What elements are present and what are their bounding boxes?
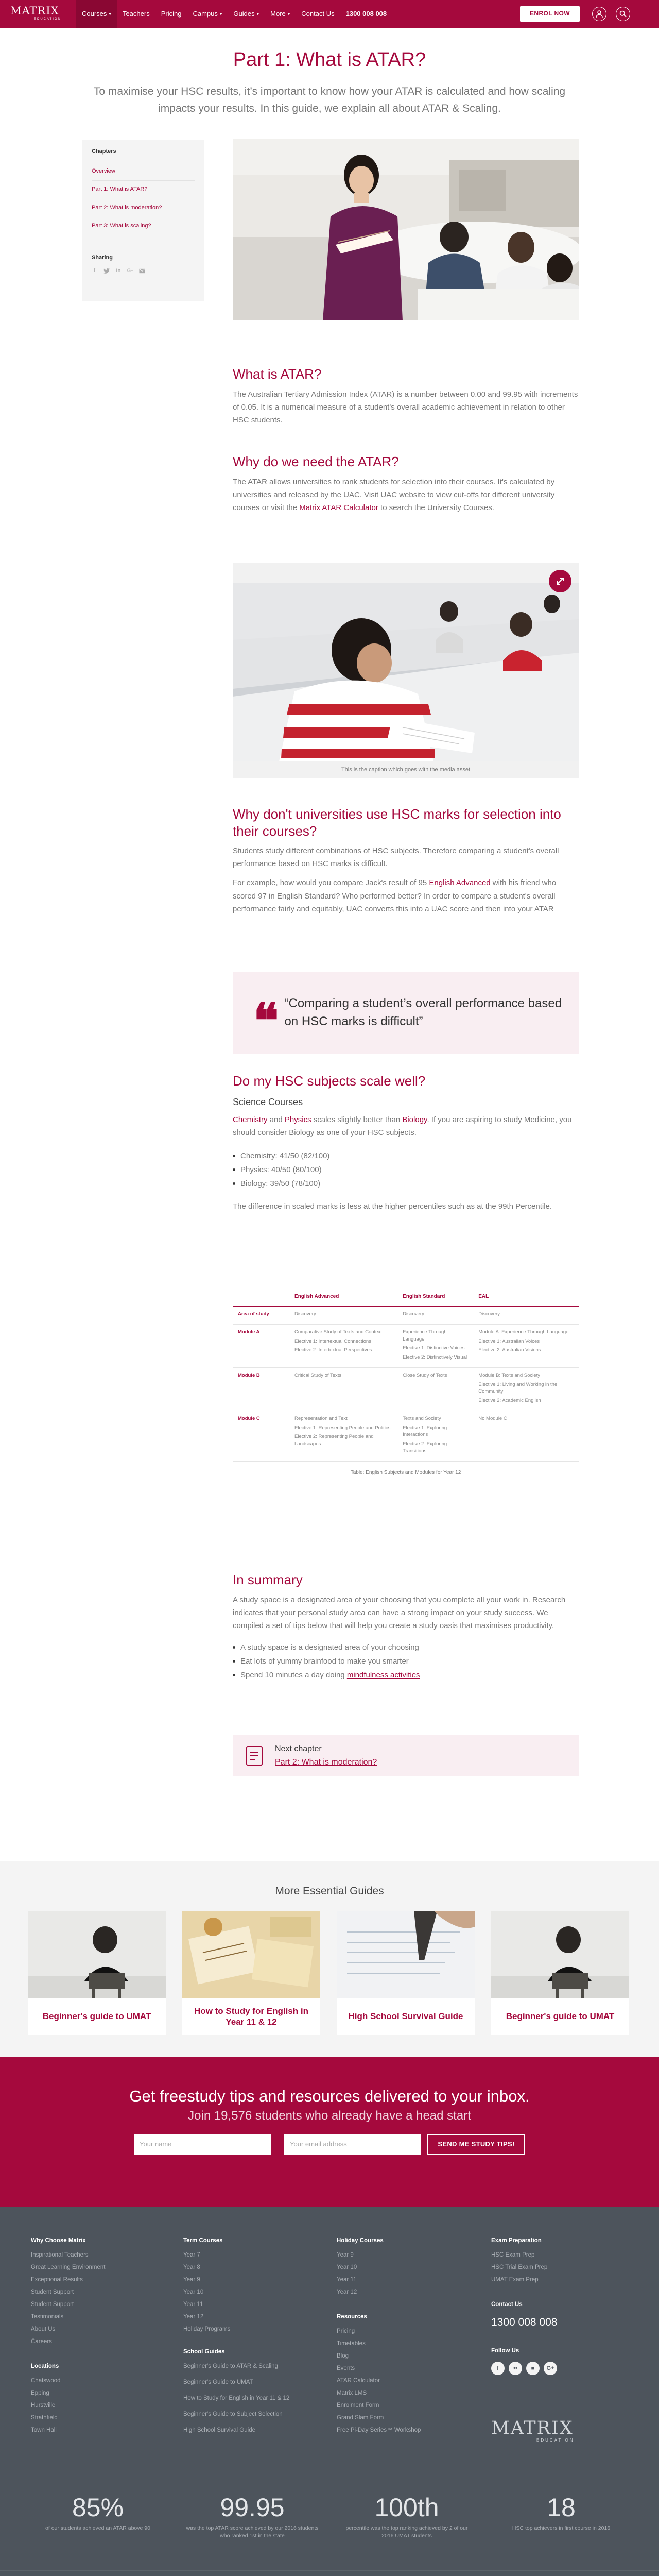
chapters-heading: Chapters xyxy=(92,148,116,155)
footer-heading: Resources xyxy=(337,2314,367,2320)
cell-line: Elective 2: Representing People and Landscapes xyxy=(294,1434,374,1447)
guides-heading: More Essential Guides xyxy=(275,1885,384,1897)
footer-link[interactable]: Events xyxy=(337,2365,355,2372)
physics-link[interactable]: Physics xyxy=(284,1115,311,1125)
footer-list xyxy=(183,2361,312,2437)
table-caption: Table: English Subjects and Modules for Year 12 xyxy=(350,1469,461,1476)
stat-block xyxy=(185,2495,319,2539)
cell-line: Elective 2: Exploring Transitions xyxy=(403,1441,447,1454)
column-header: EAL xyxy=(473,1288,579,1306)
footer-heading: Follow Us xyxy=(491,2348,519,2354)
footer-link[interactable]: Beginner's Guide to Subject Selection xyxy=(183,2411,283,2417)
cell-line: Discovery xyxy=(294,1311,316,1317)
footer-heading: School Guides xyxy=(183,2348,225,2355)
footer-link[interactable]: Inspirational Teachers xyxy=(31,2252,89,2259)
name-input[interactable]: Your name xyxy=(134,2134,271,2155)
cell-line: Critical Study of Texts xyxy=(294,1372,342,1378)
mindfulness-link[interactable]: mindfulness activities xyxy=(346,1671,420,1680)
atar-calculator-link[interactable]: Matrix ATAR Calculator xyxy=(299,503,378,512)
cell-line: Discovery xyxy=(478,1311,500,1317)
footer-link[interactable]: UMAT Exam Prep xyxy=(491,2277,539,2283)
column-header: English Advanced xyxy=(289,1288,397,1306)
chapter-link-part2[interactable]: Part 2: What is moderation? xyxy=(92,199,195,217)
send-study-tips-button[interactable]: SEND ME STUDY TIPS! xyxy=(427,2134,525,2155)
footer-link[interactable]: HSC Trial Exam Prep xyxy=(491,2264,548,2271)
footer-link[interactable]: Year 9 xyxy=(183,2277,200,2283)
guide-image xyxy=(28,1911,166,1998)
footer-col-why xyxy=(31,2236,160,2437)
section-why-not-hsc xyxy=(233,806,579,916)
footer-col-exam xyxy=(491,2236,620,2375)
email-input[interactable]: Your email address xyxy=(284,2134,421,2155)
facebook-icon[interactable]: f xyxy=(491,2362,505,2375)
cell-line: Module B: Texts and Society xyxy=(478,1372,540,1378)
chapters-sidebar xyxy=(82,140,204,301)
row-header: Area of study xyxy=(233,1306,289,1324)
nav-campus[interactable] xyxy=(187,0,228,28)
cell-line: Module A: Experience Through Language xyxy=(478,1329,569,1335)
section-heading: Do my HSC subjects scale well? xyxy=(233,1073,426,1089)
list-item-text xyxy=(240,1668,420,1682)
more-guides-section xyxy=(0,1861,659,2057)
nav-courses[interactable] xyxy=(76,0,117,28)
nav-campus-label: Campus xyxy=(193,9,218,18)
cell-line: Close Study of Texts xyxy=(403,1372,447,1378)
quote-text: “Comparing a student’s overall performance based on HSC marks is difficult” xyxy=(284,996,562,1028)
footer-link[interactable]: Matrix LMS xyxy=(337,2389,367,2396)
chevron-down-icon: ▾ xyxy=(256,11,259,16)
bullet-dot xyxy=(233,1168,235,1171)
chemistry-link[interactable]: Chemistry xyxy=(233,1115,268,1125)
chevron-down-icon: ▾ xyxy=(287,11,290,16)
footer-link[interactable]: Careers xyxy=(31,2338,52,2345)
footer-logo[interactable] xyxy=(491,2419,575,2444)
page-lead: To maximise your HSC results, it’s important to know how your ATAR is calculated and how scaling impacts your results. In this guide, we explain all about ATAR & Scaling. xyxy=(93,86,566,114)
cell-line: Elective 1: Intertextual Connections xyxy=(294,1338,371,1344)
text-run: The ATAR allows universities to rank students for selection into their courses. It's calculated by universities and released by the UAC. Visit UAC website to view cut-offs for different university courses or visit the xyxy=(233,477,555,512)
footer-link[interactable]: Blog xyxy=(337,2353,349,2360)
chapter-link-overview[interactable]: Overview xyxy=(92,167,115,174)
biology-link[interactable]: Biology xyxy=(402,1115,427,1125)
text-run: . If you are aspiring to study Medicine, you should consider Biology as one of your HSC subjects. xyxy=(233,1115,572,1138)
table-cell xyxy=(397,1367,473,1411)
section-why-atar xyxy=(233,453,579,514)
footer-link[interactable]: Holiday Programs xyxy=(183,2326,231,2332)
data-table xyxy=(233,1288,579,1462)
table-cell xyxy=(397,1306,473,1324)
section-paragraph xyxy=(233,1113,579,1139)
email-icon[interactable] xyxy=(139,268,145,274)
logo-subtitle: EDUCATION xyxy=(34,18,61,21)
media-asset xyxy=(233,563,579,778)
bullet-dot xyxy=(233,1660,235,1663)
footer-link[interactable]: Exceptional Results xyxy=(31,2277,83,2283)
document-icon xyxy=(246,1746,263,1766)
footer-heading: Why Choose Matrix xyxy=(31,2238,86,2244)
stat-block xyxy=(340,2495,474,2539)
table-cell xyxy=(473,1367,579,1411)
footer-link[interactable]: About Us xyxy=(31,2326,56,2332)
footer-link[interactable]: High School Survival Guide xyxy=(183,2427,255,2433)
text-run: scales slightly better than xyxy=(311,1115,403,1125)
next-chapter-card[interactable] xyxy=(233,1735,579,1776)
logo-wordmark: MATRIX xyxy=(10,5,59,18)
footer-link[interactable]: Grand Slam Form xyxy=(337,2414,384,2421)
footer-link[interactable]: Beginner's Guide to ATAR & Scaling xyxy=(183,2363,278,2370)
table-row xyxy=(233,1367,579,1411)
cell-line: Representation and Text xyxy=(294,1415,348,1421)
footer-heading: Term Courses xyxy=(183,2238,223,2244)
footer-link[interactable]: Testimonials xyxy=(31,2313,64,2320)
nav-more[interactable] xyxy=(265,0,296,28)
pull-quote xyxy=(233,972,579,1054)
section-paragraph: A study space is a designated area of your choosing that you complete all your work in. Research indicates that your personal study area can have a strong impact on your study success. We compiled a set of tips below that will help you create a study oasis that maximises productivity. xyxy=(233,1595,566,1630)
table-cell xyxy=(289,1324,397,1367)
guide-card[interactable] xyxy=(337,1911,475,2035)
footer-link[interactable]: Chatswood xyxy=(31,2378,61,2384)
footer-link[interactable]: Year 11 xyxy=(337,2277,357,2283)
stat-description: was the top ATAR score achieved by our 2016 students who ranked 1st in the state xyxy=(186,2525,319,2539)
table-header-row xyxy=(233,1288,579,1306)
cell-line: Elective 1: Distinctive Voices xyxy=(403,1345,465,1351)
guide-title: Beginner's guide to UMAT xyxy=(506,2011,615,2022)
footer-heading: Locations xyxy=(31,2363,59,2369)
english-modules-table xyxy=(233,1288,579,1477)
footer-link[interactable]: Town Hall xyxy=(31,2427,57,2433)
stat-description: percentile was the top ranking achieved by 2 of our 2016 UMAT students xyxy=(345,2525,468,2539)
list-item xyxy=(233,1640,579,1654)
table-row xyxy=(233,1306,579,1324)
footer-link[interactable]: Timetables xyxy=(337,2341,366,2347)
list-item-text: Biology: 39/50 (78/100) xyxy=(240,1179,321,1188)
guide-image xyxy=(491,1911,629,1998)
googleplus-icon[interactable]: G+ xyxy=(127,268,134,274)
cell-line: Comparative Study of Texts and Context xyxy=(294,1329,382,1335)
expand-icon[interactable] xyxy=(549,570,571,592)
list-item-text: Physics: 40/50 (80/100) xyxy=(240,1165,322,1174)
section-paragraph: The difference in scaled marks is less at the higher percentiles such as at the 99th Percentile. xyxy=(233,1201,552,1211)
cell-line: Elective 1: Living and Working in the Community xyxy=(478,1381,558,1395)
cell-line: Elective 2: Australian Visions xyxy=(478,1347,541,1353)
list-item xyxy=(233,1654,579,1668)
row-header: Module C xyxy=(233,1411,289,1461)
stat-number: 85% xyxy=(72,2493,124,2522)
cell-line: Texts and Society xyxy=(403,1415,441,1421)
footer-link[interactable]: Year 7 xyxy=(183,2252,200,2259)
guide-title: Beginner's guide to UMAT xyxy=(42,2011,151,2022)
footer-heading: Contact Us xyxy=(491,2301,523,2308)
text-run: with his friend who scored 97 in English Standard? Who performed better? In order to compare a student's overall performance fairly and equitably, UAC converts this into a UAC score and then into your ATAR xyxy=(233,878,557,913)
quote-mark-icon: ❝ xyxy=(253,993,279,1048)
table-cell xyxy=(289,1367,397,1411)
nav-guides[interactable] xyxy=(228,0,265,28)
table-cell xyxy=(473,1411,579,1461)
newsletter-section xyxy=(0,2057,659,2207)
footer-list xyxy=(31,2375,160,2437)
cell-line: No Module C xyxy=(478,1415,507,1421)
column-header: English Standard xyxy=(397,1288,473,1306)
footer-list xyxy=(337,2249,465,2299)
guide-image xyxy=(337,1911,475,1998)
next-chapter-label: Next chapter xyxy=(275,1744,322,1754)
cell-line: Discovery xyxy=(403,1311,424,1317)
footer-col-term xyxy=(183,2236,312,2441)
cell-line: Elective 2: Intertextual Perspectives xyxy=(294,1347,372,1353)
cell-line: Elective 1: Exploring Interactions xyxy=(403,1425,447,1438)
twitter-icon[interactable] xyxy=(103,268,110,274)
footer-phone[interactable]: 1300 008 008 xyxy=(491,2316,558,2328)
list-item-text: A study space is a designated area of your choosing xyxy=(240,1643,419,1652)
bullet-dot xyxy=(233,1646,235,1649)
chapter-link-part1[interactable]: Part 1: What is ATAR? xyxy=(92,180,195,199)
section-paragraph xyxy=(233,476,579,515)
text-run: to search the University Courses. xyxy=(378,503,494,512)
list-item xyxy=(233,1149,579,1163)
guide-card[interactable] xyxy=(491,1911,629,2035)
chapter-link-part3[interactable]: Part 3: What is scaling? xyxy=(92,217,195,235)
footer-link[interactable]: Strathfield xyxy=(31,2414,58,2421)
nav-contact[interactable]: Contact Us xyxy=(301,9,335,18)
bullet-dot xyxy=(233,1182,235,1185)
section-paragraph: The Australian Tertiary Admission Index (ATAR) is a number between 0.00 and 99.95 with increments of 0.05. It is a numerical measure of a student's overall academic achievement in relation to other HSC students. xyxy=(233,389,578,425)
next-chapter-link: Part 2: What is moderation? xyxy=(275,1758,377,1767)
stat-description: of our students achieved an ATAR above 90 xyxy=(45,2525,150,2531)
table-cell xyxy=(397,1411,473,1461)
table-row xyxy=(233,1324,579,1367)
logo-subtitle: EDUCATION xyxy=(536,2438,575,2443)
subheading: Science Courses xyxy=(233,1096,303,1107)
copyright xyxy=(0,2570,659,2576)
column-header xyxy=(233,1288,289,1306)
footer-link[interactable]: Year 12 xyxy=(183,2313,204,2320)
footer-link[interactable]: Year 11 xyxy=(183,2301,203,2308)
footer-link[interactable]: Beginner's Guide to UMAT xyxy=(183,2379,253,2386)
footer-link[interactable]: Student Support xyxy=(31,2301,74,2308)
stat-number: 99.95 xyxy=(220,2493,285,2522)
footer-heading: Holiday Courses xyxy=(337,2238,384,2244)
footer-link[interactable]: Hurstville xyxy=(31,2402,56,2409)
guide-title: High School Survival Guide xyxy=(348,2011,463,2022)
page-title: Part 1: What is ATAR? xyxy=(233,49,426,71)
english-advanced-link[interactable]: English Advanced xyxy=(429,878,491,888)
list-item-text: Chemistry: 41/50 (82/100) xyxy=(240,1151,330,1160)
nav-more-label: More xyxy=(270,9,286,18)
chevron-down-icon: ▾ xyxy=(219,11,222,16)
sharing-block xyxy=(92,244,195,274)
matrix-logo[interactable] xyxy=(10,6,62,22)
guide-image xyxy=(182,1911,320,1998)
guide-title: How to Study for English in Year 11 & 12 xyxy=(194,2006,308,2027)
table-cell xyxy=(289,1306,397,1324)
top-navbar xyxy=(0,0,659,28)
nav-teachers[interactable]: Teachers xyxy=(122,9,150,18)
list-item-text: Eat lots of yummy brainfood to make you smarter xyxy=(240,1657,409,1666)
footer-link[interactable]: How to Study for English in Year 11 & 12 xyxy=(183,2395,290,2401)
section-heading: What is ATAR? xyxy=(233,366,322,382)
youtube-icon[interactable]: ■ xyxy=(526,2362,540,2375)
footer-link[interactable]: Student Support xyxy=(31,2289,74,2296)
nav-phone[interactable]: 1300 008 008 xyxy=(345,9,387,18)
social-links xyxy=(491,2362,620,2375)
footer-link[interactable]: Year 8 xyxy=(183,2264,200,2271)
facebook-icon[interactable]: f xyxy=(94,267,96,274)
nav-pricing[interactable]: Pricing xyxy=(161,9,182,18)
bullet-dot xyxy=(233,1674,235,1676)
table-cell xyxy=(473,1306,579,1324)
stat-number: 18 xyxy=(547,2493,576,2522)
user-account-icon[interactable] xyxy=(592,7,606,21)
row-header: Module A xyxy=(233,1324,289,1367)
section-heading: Why don't universities use HSC marks for selection into their courses? xyxy=(233,806,561,839)
cell-line: Elective 1: Australian Voices xyxy=(478,1338,540,1344)
table-cell xyxy=(289,1411,397,1461)
table-cell xyxy=(397,1324,473,1367)
list-item xyxy=(233,1163,579,1177)
scaling-list xyxy=(233,1149,579,1191)
chevron-down-icon: ▾ xyxy=(109,11,111,16)
section-summary xyxy=(233,1571,579,1682)
media-caption: This is the caption which goes with the media asset xyxy=(233,761,579,778)
footer-link[interactable]: Year 10 xyxy=(337,2264,357,2271)
linkedin-icon[interactable]: in xyxy=(116,267,121,274)
bullet-dot xyxy=(233,1155,235,1157)
guide-card[interactable] xyxy=(182,1911,320,2035)
footer-link[interactable]: Great Learning Environment xyxy=(31,2264,106,2271)
cell-line: Elective 1: Representing People and Politics xyxy=(294,1425,391,1431)
site-footer xyxy=(0,2207,659,2576)
footer-link[interactable]: Free Pi-Day Series™ Workshop xyxy=(337,2427,421,2433)
googleplus-icon[interactable]: G+ xyxy=(544,2362,557,2375)
stat-block xyxy=(494,2495,628,2532)
footer-link[interactable]: ATAR Calculator xyxy=(337,2378,380,2384)
section-paragraph: Students study different combinations of HSC subjects. Therefore comparing a student's overall performance based on HSC marks is difficult. xyxy=(233,846,559,869)
list-item xyxy=(233,1177,579,1191)
stat-description: HSC top achievers in first course in 2016 xyxy=(512,2525,611,2531)
section-heading: In summary xyxy=(233,1572,303,1587)
row-header: Module B xyxy=(233,1367,289,1411)
table-cell xyxy=(473,1324,579,1367)
cell-line: Elective 2: Academic English xyxy=(478,1398,541,1404)
summary-list xyxy=(233,1640,579,1682)
search-icon[interactable] xyxy=(616,7,630,21)
footer-list xyxy=(31,2249,160,2348)
stat-number: 100th xyxy=(374,2493,439,2522)
student-exam-photo xyxy=(233,563,579,761)
cell-line: Experience Through Language xyxy=(403,1329,447,1342)
newsletter-subtitle: Join 19,576 students who already have a head start xyxy=(188,2109,471,2123)
table-row xyxy=(233,1411,579,1461)
logo-wordmark: MATRIX xyxy=(491,2418,574,2438)
footer-link[interactable]: Year 9 xyxy=(337,2252,354,2259)
text-run: Spend 10 minutes a day doing xyxy=(240,1671,347,1680)
stat-block xyxy=(31,2495,165,2532)
footer-link[interactable]: Epping xyxy=(31,2389,49,2396)
footer-link[interactable]: Year 12 xyxy=(337,2289,357,2296)
newsletter-title: Get freestudy tips and resources delivered to your inbox. xyxy=(129,2087,530,2105)
footer-list xyxy=(183,2249,312,2335)
guide-card[interactable] xyxy=(28,1911,166,2035)
section-hsc-scaling xyxy=(233,1073,579,1213)
nav-guides-label: Guides xyxy=(233,9,255,18)
cell-line: Elective 2: Distinctively Visual xyxy=(403,1354,467,1361)
section-paragraph xyxy=(233,876,579,916)
footer-link[interactable]: Year 10 xyxy=(183,2289,204,2296)
section-what-is-atar xyxy=(233,366,579,427)
sharing-heading: Sharing xyxy=(92,244,195,263)
footer-link[interactable]: HSC Exam Prep xyxy=(491,2252,535,2259)
teacher-classroom-photo xyxy=(233,139,579,320)
footer-heading: Exam Preparation xyxy=(491,2238,542,2244)
text-run: and xyxy=(267,1115,285,1125)
footer-link[interactable]: Pricing xyxy=(337,2328,355,2335)
footer-list xyxy=(491,2249,620,2286)
text-run: For example, how would you compare Jack's result of 95 xyxy=(233,878,429,888)
footer-col-holiday xyxy=(337,2236,465,2437)
enrol-now-button[interactable]: ENROL NOW xyxy=(520,6,580,22)
list-item xyxy=(233,1668,579,1682)
section-heading: Why do we need the ATAR? xyxy=(233,454,399,469)
next-chapter-text xyxy=(275,1742,377,1769)
footer-list xyxy=(337,2326,465,2436)
nav-courses-label: Courses xyxy=(82,9,107,18)
flickr-icon[interactable]: •• xyxy=(509,2362,522,2375)
footer-link[interactable]: Enrolment Form xyxy=(337,2402,379,2409)
